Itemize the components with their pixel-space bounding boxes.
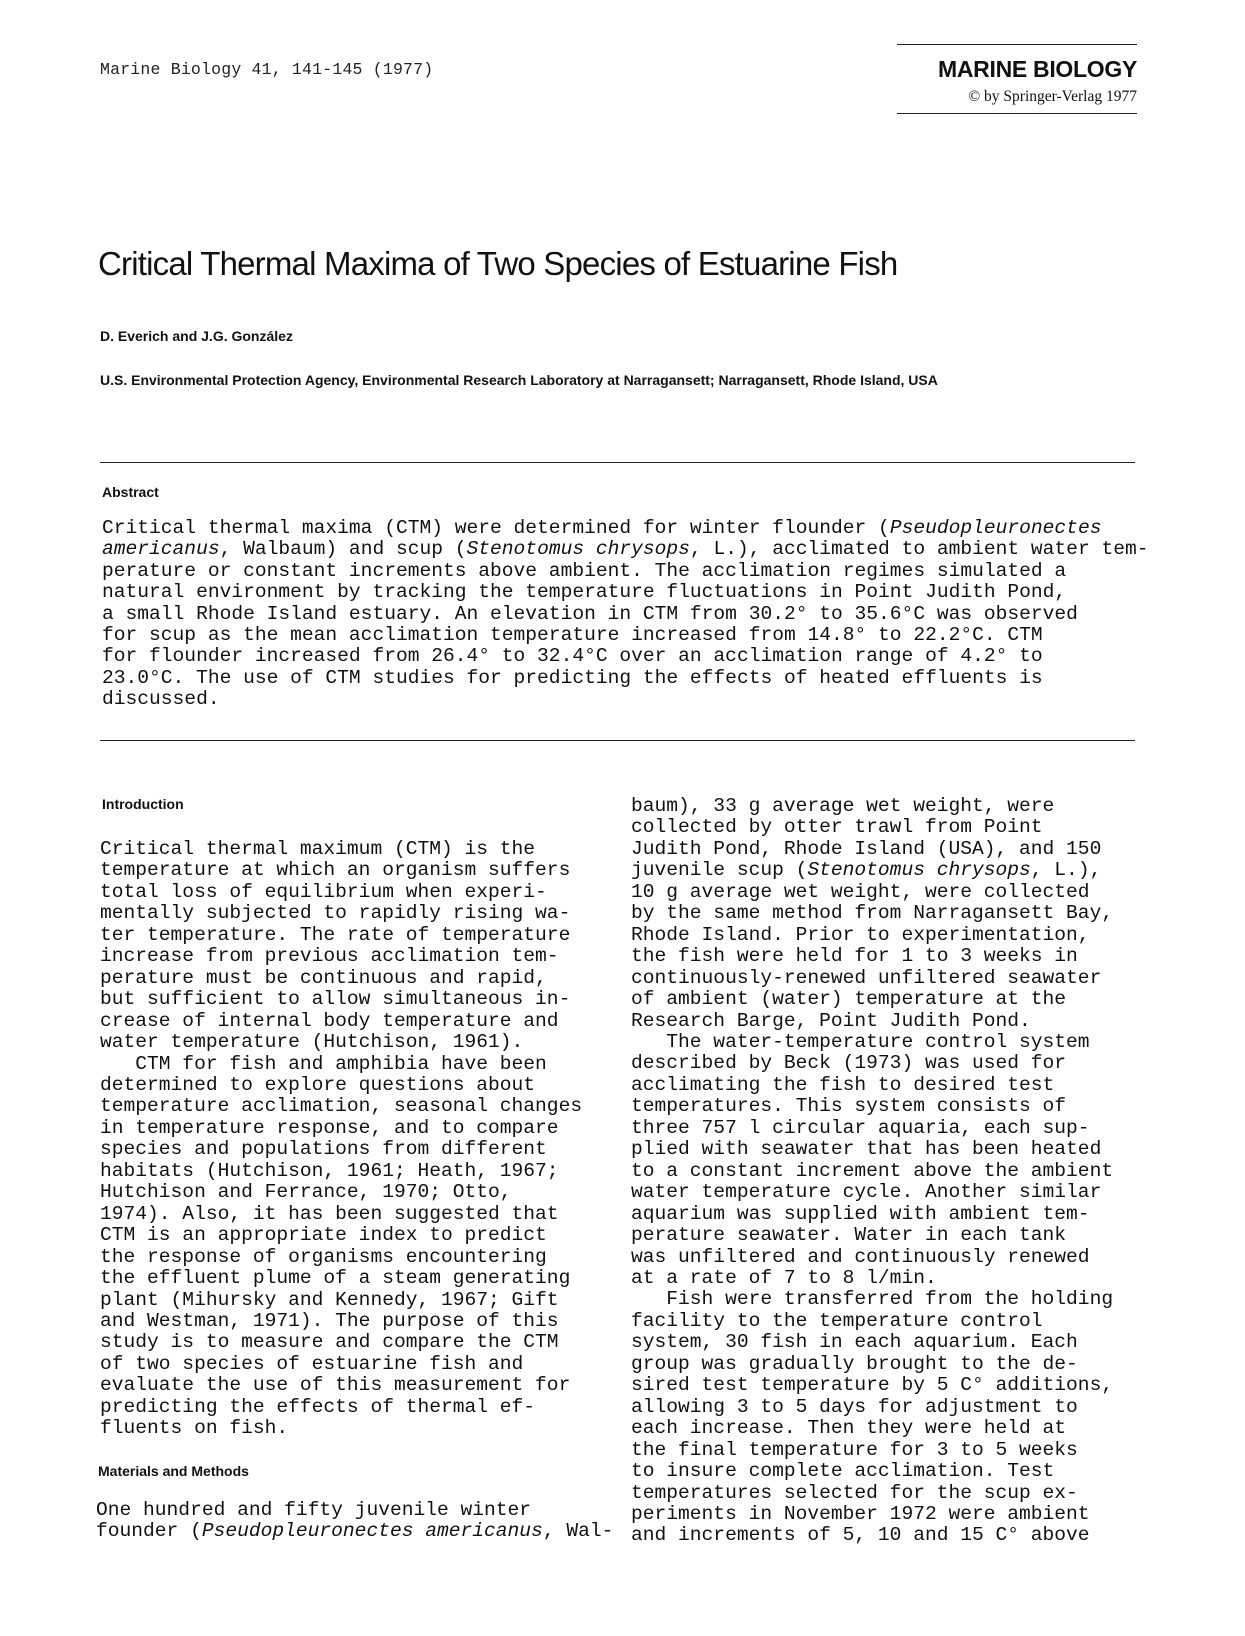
author-affiliation: U.S. Environmental Protection Agency, Environmental Research Laboratory at Narragansett; Narragansett, Rhode Island, USA bbox=[100, 372, 938, 388]
body-line: each increase. Then they were held at bbox=[631, 1417, 1067, 1440]
body-line: mentally subjected to rapidly rising wa- bbox=[100, 902, 571, 925]
abstract-line: for flounder increased from 26.4° to 32.4°C over an acclimation range of 4.2° to bbox=[102, 645, 1043, 668]
materials-methods-body bbox=[96, 1500, 616, 1543]
body-line: temperature at which an organism suffers bbox=[100, 859, 571, 882]
body-line: temperatures selected for the scup ex- bbox=[631, 1481, 1078, 1504]
body-line: The water-temperature control system bbox=[631, 1030, 1090, 1053]
introduction-body bbox=[100, 839, 620, 1440]
body-line: by the same method from Narragansett Bay, bbox=[631, 902, 1114, 925]
body-line: facility to the temperature control bbox=[631, 1309, 1043, 1332]
body-line: water temperature cycle. Another similar bbox=[631, 1181, 1102, 1204]
body-line: in temperature response, and to compare bbox=[100, 1116, 559, 1139]
body-line: One hundred and fifty juvenile winter bbox=[96, 1499, 532, 1521]
body-line: water temperature (Hutchison, 1961). bbox=[100, 1031, 524, 1054]
body-line: baum), 33 g average wet weight, were bbox=[631, 795, 1055, 817]
body-line: aquarium was supplied with ambient tem- bbox=[631, 1202, 1090, 1225]
body-line: temperature acclimation, seasonal changes bbox=[100, 1095, 583, 1118]
body-line: the final temperature for 3 to 5 weeks bbox=[631, 1438, 1078, 1461]
body-line: group was gradually brought to the de- bbox=[631, 1352, 1078, 1375]
abstract-line: a small Rhode Island estuary. An elevation in CTM from 30.2° to 35.6°C was observed bbox=[102, 602, 1078, 625]
body-line: crease of internal body temperature and bbox=[100, 1009, 559, 1032]
materials-methods-heading: Materials and Methods bbox=[98, 1463, 249, 1479]
body-line: juvenile scup (Stenotomus chrysops, L.), bbox=[631, 859, 1102, 882]
body-line: founder (Pseudopleuronectes americanus, Wal- bbox=[96, 1520, 614, 1543]
body-line: Hutchison and Ferrance, 1970; Otto, bbox=[100, 1181, 512, 1204]
abstract-line: americanus, Walbaum) and scup (Stenotomus chrysops, L.), acclimated to ambient water tem- bbox=[102, 538, 1149, 561]
abstract-line: 23.0°C. The use of CTM studies for predicting the effects of heated effluents is bbox=[102, 666, 1043, 689]
body-line: and increments of 5, 10 and 15 C° above bbox=[631, 1524, 1090, 1547]
body-line: Research Barge, Point Judith Pond. bbox=[631, 1009, 1031, 1032]
body-line: but sufficient to allow simultaneous in- bbox=[100, 988, 571, 1011]
body-line: total loss of equilibrium when experi- bbox=[100, 880, 547, 903]
body-line: 1974). Also, it has been suggested that bbox=[100, 1202, 559, 1225]
body-line: CTM is an appropriate index to predict bbox=[100, 1224, 547, 1247]
body-line: habitats (Hutchison, 1961; Heath, 1967; bbox=[100, 1159, 559, 1182]
journal-citation: Marine Biology 41, 141-145 (1977) bbox=[100, 60, 434, 79]
body-line: fluents on fish. bbox=[100, 1417, 289, 1440]
body-line: perature seawater. Water in each tank bbox=[631, 1224, 1067, 1247]
body-line: increase from previous acclimation tem- bbox=[100, 945, 559, 968]
body-line: plied with seawater that has been heated bbox=[631, 1138, 1102, 1161]
abstract-line: for scup as the mean acclimation temperature increased from 14.8° to 22.2°C. CTM bbox=[102, 624, 1043, 647]
abstract-top-rule bbox=[100, 462, 1135, 463]
body-line: three 757 l circular aquaria, each sup- bbox=[631, 1116, 1090, 1139]
body-line: described by Beck (1973) was used for bbox=[631, 1052, 1067, 1075]
abstract-heading: Abstract bbox=[102, 484, 159, 500]
body-line: Critical thermal maximum (CTM) is the bbox=[100, 838, 536, 860]
abstract-line: Critical thermal maxima (CTM) were determined for winter flounder (Pseudopleuronectes bbox=[102, 517, 1102, 539]
body-line: temperatures. This system consists of bbox=[631, 1095, 1067, 1118]
article-title: Critical Thermal Maxima of Two Species of Estuarine Fish bbox=[98, 245, 898, 282]
body-line: predicting the effects of thermal ef- bbox=[100, 1395, 536, 1418]
abstract-bottom-rule bbox=[100, 740, 1135, 741]
abstract-body bbox=[102, 517, 1149, 711]
body-line: Judith Pond, Rhode Island (USA), and 150 bbox=[631, 837, 1102, 860]
copyright-notice: © by Springer-Verlag 1977 bbox=[968, 88, 1137, 105]
journal-name: MARINE BIOLOGY bbox=[938, 56, 1137, 82]
body-line: collected by otter trawl from Point bbox=[631, 816, 1043, 839]
journal-masthead bbox=[897, 44, 1137, 114]
body-line: periments in November 1972 were ambient bbox=[631, 1502, 1090, 1525]
body-line: system, 30 fish in each aquarium. Each bbox=[631, 1331, 1078, 1354]
body-line: to a constant increment above the ambient bbox=[631, 1159, 1114, 1182]
body-line: acclimating the fish to desired test bbox=[631, 1073, 1055, 1096]
body-line: Fish were transferred from the holding bbox=[631, 1288, 1114, 1311]
body-line: of two species of estuarine fish and bbox=[100, 1352, 524, 1375]
body-line: ter temperature. The rate of temperature bbox=[100, 923, 571, 946]
body-line: was unfiltered and continuously renewed bbox=[631, 1245, 1090, 1268]
article-authors: D. Everich and J.G. González bbox=[100, 328, 293, 344]
body-line: the response of organisms encountering bbox=[100, 1245, 547, 1268]
body-line: species and populations from different bbox=[100, 1138, 547, 1161]
body-line: perature must be continuous and rapid, bbox=[100, 966, 547, 989]
body-line: the effluent plume of a steam generating bbox=[100, 1267, 571, 1290]
body-line: at a rate of 7 to 8 l/min. bbox=[631, 1266, 937, 1289]
body-line: continuously-renewed unfiltered seawater bbox=[631, 966, 1102, 989]
body-line: Rhode Island. Prior to experimentation, bbox=[631, 923, 1090, 946]
abstract-line: natural environment by tracking the temperature fluctuations in Point Judith Pond, bbox=[102, 581, 1067, 604]
abstract-line: discussed. bbox=[102, 688, 220, 711]
abstract-line: perature or constant increments above ambient. The acclimation regimes simulated a bbox=[102, 559, 1067, 582]
body-line: evaluate the use of this measurement for bbox=[100, 1374, 571, 1397]
body-line: allowing 3 to 5 days for adjustment to bbox=[631, 1395, 1078, 1418]
introduction-heading: Introduction bbox=[102, 796, 184, 812]
body-line: CTM for fish and amphibia have been bbox=[100, 1052, 547, 1075]
body-line: and Westman, 1971). The purpose of this bbox=[100, 1309, 559, 1332]
body-line: of ambient (water) temperature at the bbox=[631, 988, 1067, 1011]
body-line: plant (Mihursky and Kennedy, 1967; Gift bbox=[100, 1288, 559, 1311]
body-line: the fish were held for 1 to 3 weeks in bbox=[631, 945, 1078, 968]
body-line: to insure complete acclimation. Test bbox=[631, 1460, 1055, 1483]
body-line: 10 g average wet weight, were collected bbox=[631, 880, 1090, 903]
right-column-body bbox=[631, 796, 1151, 1547]
body-line: study is to measure and compare the CTM bbox=[100, 1331, 559, 1354]
body-line: sired test temperature by 5 C° additions, bbox=[631, 1374, 1114, 1397]
body-line: determined to explore questions about bbox=[100, 1073, 536, 1096]
